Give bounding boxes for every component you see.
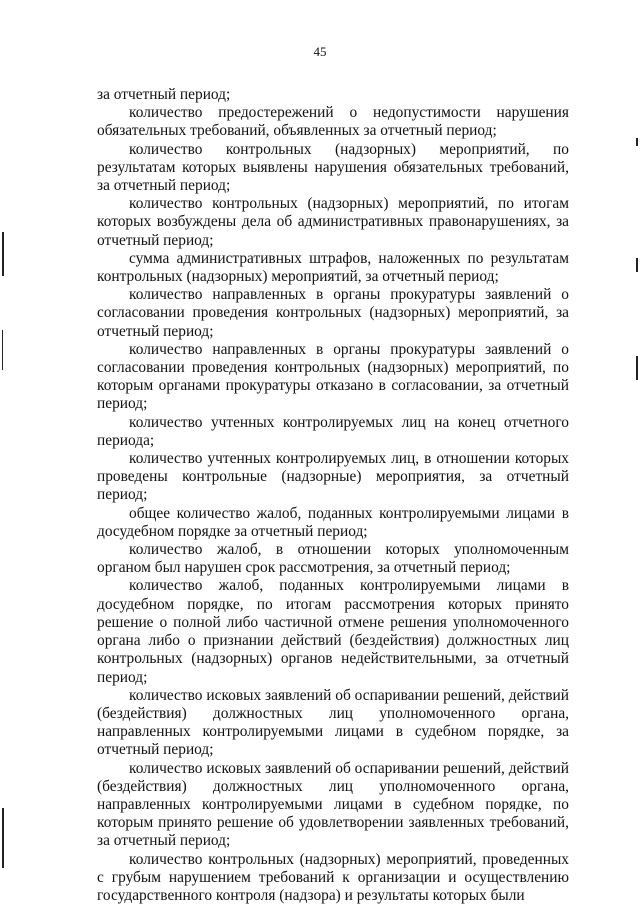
paragraph-12: количество жалоб, поданных контролируемыми лицами в досудебном порядке, по итогам рассмотрения которых принято решение о полной либо частичной отмене решения уполномоченного органа либо о признании действий (бездействия) должностных лиц контрольных (надзорных) органов недействительными, за отчетный период; — [97, 577, 569, 686]
paragraph-14: количество исковых заявлений об оспаривании решений, действий (бездействия) должностных лиц уполномоченного органа, направленных контролируемыми лицами в судебном порядке, по которым принято решение об удовлетворении заявленных требований, за отчетный период; — [97, 759, 569, 850]
page-number: 45 — [313, 44, 327, 59]
paragraph-11: количество жалоб, в отношении которых уполномоченным органом был нарушен срок рассмотрения, за отчетный период; — [97, 541, 569, 577]
paragraph-7: количество направленных в органы прокуратуры заявлений о согласовании проведения контрольных (надзорных) мероприятий, по которым органами прокуратуры отказано в согласовании, за отчетный период; — [97, 340, 569, 413]
paragraph-6: количество направленных в органы прокуратуры заявлений о согласовании проведения контрольных (надзорных) мероприятий, за отчетный период; — [97, 286, 569, 340]
paragraph-10: общее количество жалоб, поданных контролируемыми лицами в досудебном порядке за отчетный период; — [97, 504, 569, 540]
scan-edge-mark-left-2 — [2, 330, 3, 370]
paragraph-1: за отчетный период; — [97, 86, 231, 103]
scan-edge-mark-left-3 — [2, 808, 4, 868]
paragraph-9: количество учтенных контролируемых лиц, в отношении которых проведены контрольные (надзорные) мероприятия, за отчетный период; — [97, 450, 569, 504]
paragraph-4: количество контрольных (надзорных) мероприятий, по итогам которых возбуждены дела об административных правонарушениях, за отчетный период; — [97, 195, 569, 249]
paragraph-8: количество учтенных контролируемых лиц на конец отчетного периода; — [97, 413, 569, 449]
document-body — [97, 86, 569, 905]
paragraph-13: количество исковых заявлений об оспаривании решений, действий (бездействия) должностных лиц уполномоченного органа, направленных контролируемыми лицами в судебном порядке, за отчетный период; — [97, 686, 569, 759]
scan-edge-mark-right-1 — [636, 138, 638, 146]
scan-edge-mark-right-2 — [636, 258, 638, 272]
scan-edge-mark-right-3 — [636, 356, 638, 380]
paragraph-3: количество контрольных (надзорных) мероприятий, по результатам которых выявлены нарушения обязательных требований, за отчетный период; — [97, 140, 569, 195]
paragraph-15: количество контрольных (надзорных) мероприятий, проведенных с грубым нарушением требований к организации и осуществлению государственного контроля (надзора) и результаты которых были — [97, 850, 569, 904]
paragraph-5: сумма административных штрафов, наложенных по результатам контрольных (надзорных) мероприятий, за отчетный период; — [97, 249, 569, 286]
scan-edge-mark-left-1 — [2, 232, 4, 276]
paragraph-2: количество предостережений о недопустимости нарушения обязательных требований, объявленных за отчетный период; — [97, 104, 569, 140]
